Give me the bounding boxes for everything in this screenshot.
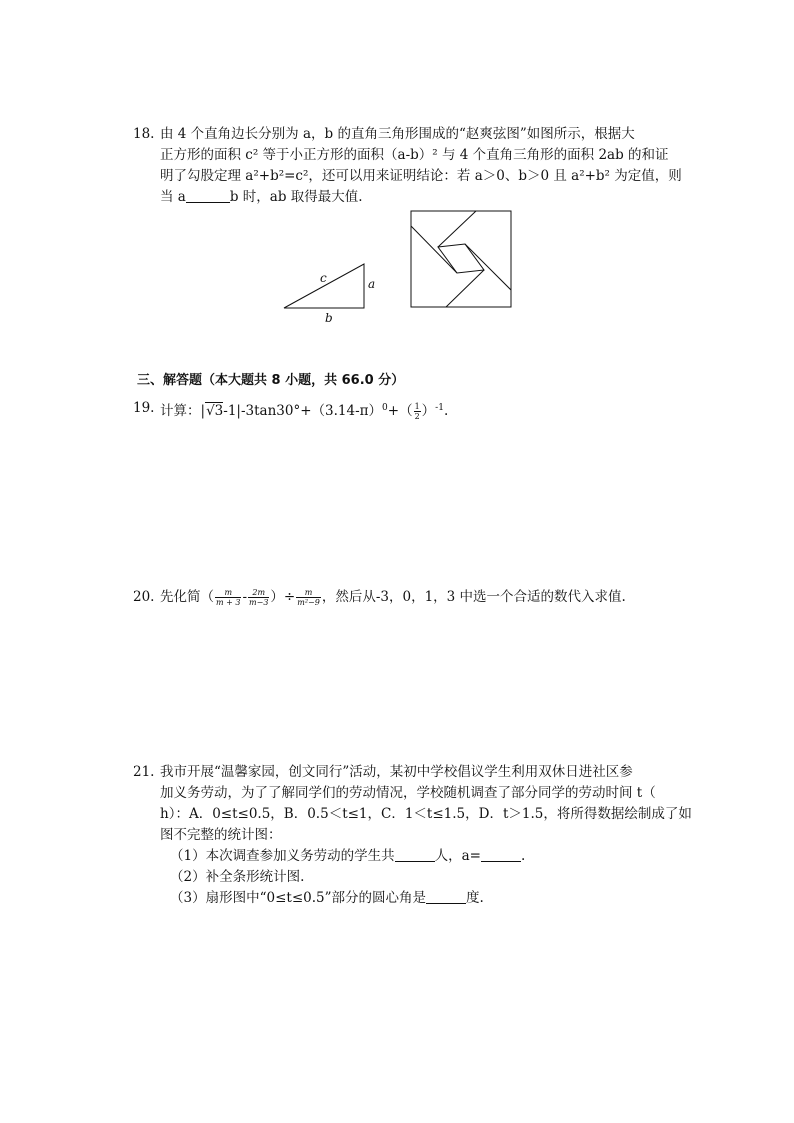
question-text-line: 由 4 个直角边长分别为 a，b 的直角三角形围成的“赵爽弦图”如图所示，根据大	[160, 126, 635, 142]
right-triangle-figure	[278, 258, 382, 328]
question-text-line: 加义务劳动，为了了解同学们的劳动情况，学校随机调查了部分同学的劳动时间 t（	[160, 785, 656, 801]
answer-blank[interactable]	[186, 188, 230, 203]
sqrt-symbol: √3	[206, 403, 224, 419]
question-text-line: h）：A．0≤t≤0.5，B．0.5＜t≤1，C．1＜t≤1.5，D．t＞1.5，将所得数据绘制成了如	[160, 806, 692, 822]
question-number: 18.	[133, 126, 155, 142]
subquestion-2: （2）补全条形统计图.	[170, 869, 305, 885]
math-expression: 先化简（ $\frac{m}{m + 3}$ - $\frac{2m}{m-3}$ ）÷ $\frac{m}{\text{m²−9}}$ ，然后从-3，0，1，3 中选一个合适的数代入求值.	[160, 588, 626, 607]
question-text-line: 正方形的面积 c² 等于小正方形的面积（a-b）² 与 4 个直角三角形的面积 2ab 的和证	[160, 147, 669, 163]
question-text-line: 当 a b 时，ab 取得最大值.	[160, 189, 363, 205]
answer-blank[interactable]	[481, 847, 521, 862]
answer-blank[interactable]	[395, 847, 435, 862]
question-text-line: 图不完整的统计图：	[160, 827, 282, 843]
question-number: 19.	[133, 400, 155, 416]
subquestion-3: （3）扇形图中“0≤t≤0.5”部分的圆心角是 度.	[170, 890, 484, 906]
question-text-line: 我市开展“温馨家园，创文同行”活动，某初中学校倡议学生利用双休日进社区参	[160, 764, 633, 780]
question-text-line: 明了勾股定理 a²+b²=c²，还可以用来证明结论：若 a＞0、b＞0 且 a²+b² 为定值，则	[160, 168, 682, 184]
question-number: 20.	[133, 589, 155, 605]
question-number: 21.	[133, 764, 155, 780]
zhao-shuang-diagram	[410, 210, 514, 310]
label-c: c	[320, 271, 327, 285]
math-expression: 计算：$|√3-1|-3\tan 30^\circ+(3.14-\pi)^0+$（ $\frac{1}{2}$ ）$^{-1}$.	[160, 402, 449, 421]
label-b: b	[325, 311, 333, 325]
subquestion-1: （1）本次调查参加义务劳动的学生共 人，a= .	[170, 848, 526, 864]
label-a: a	[368, 277, 376, 291]
section-heading: 三、解答题（本大题共 8 小题，共 66.0 分）	[137, 373, 405, 388]
answer-blank[interactable]	[426, 889, 466, 904]
